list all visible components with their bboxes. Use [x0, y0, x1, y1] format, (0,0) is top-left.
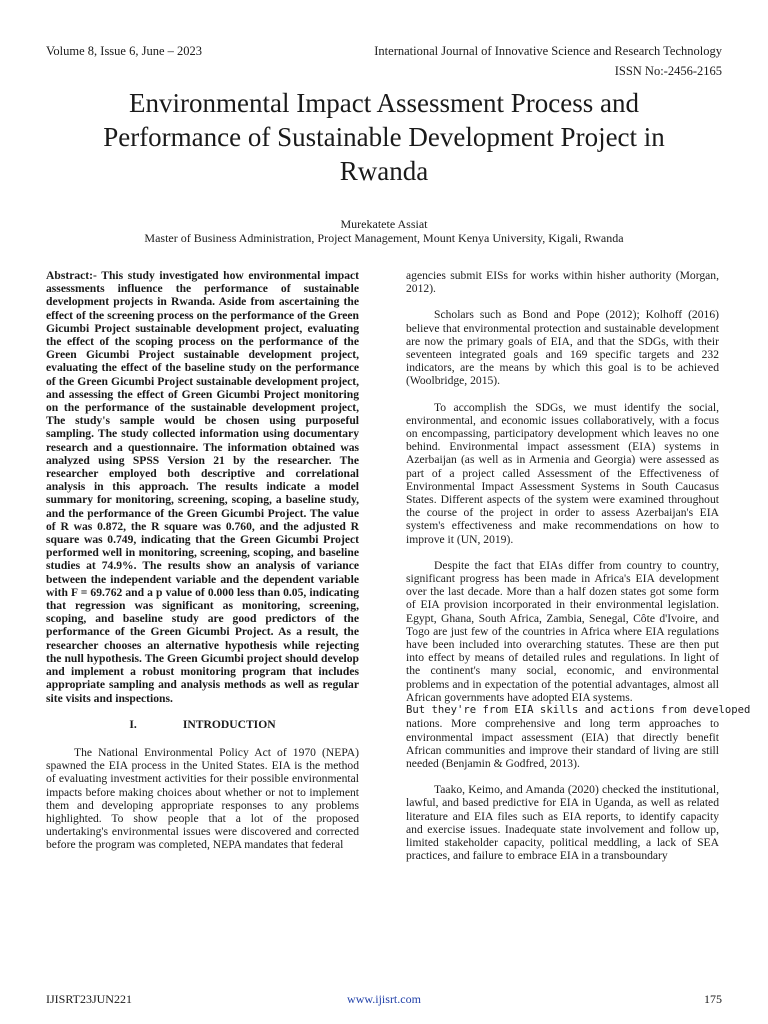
- journal-website-link[interactable]: www.ijisrt.com: [347, 992, 421, 1006]
- volume-issue: Volume 8, Issue 6, June – 2023: [46, 44, 203, 58]
- paragraph-uganda: Taako, Keimo, and Amanda (2020) checked the institutional, lawful, and based predictive for EIA in Uganda, as well as related literature and EIA files such as EIA reports, to identify capacity and exercise issues. Inadequate state involvement and follow up, limited stakeholder capacity, political meddling, a lack of SEA practices, and failure to embrace EIA in a transboundary: [406, 783, 719, 863]
- paragraph-africa-text: Despite the fact that EIAs differ from country to country, significant progress has been made in Africa's EIA development over the last decade. More than a half dozen states got some form of EIA provision incorporated in their environmental legislation. Egypt, Ghana, South Africa, Zambia, Senegal, Côte d'Ivoire, and Togo are just few of the countries in Africa where EIA regulations have been included into overarching statutes. These are then put into effect by means of detailed rules and regulations. In light of the continent's many social, economic, and environmental problems and in expectation of the potential advantages, almost all African governments have adopted EIA systems.: [406, 558, 719, 704]
- issn: ISSN No:-2456-2165: [614, 64, 722, 78]
- section-number: I.: [129, 717, 137, 731]
- paragraph-africa-end: nations. More comprehensive and long term approaches to environmental impact assessment (EIA) that directly benefit African communities and improve their standard of living are still needed (Benjamin & Godfred, 2013).: [406, 717, 719, 770]
- left-column: [46, 269, 359, 852]
- section-heading: [46, 718, 359, 731]
- right-column: [406, 269, 751, 863]
- paragraph-azerbaijan: To accomplish the SDGs, we must identify the social, environmental, and economic issues collaboratively, with a focus on encompassing, participatory development which leaves no one behind. Environmental impact assessment (EIA) systems in Azerbaijan (as well as in Armenia and Georgia) were assessed as part of a project called Assessment of the Effectiveness of Environmental Impact Assessment Systems in South Caucasus States. Different aspects of the system were examined throughout the course of the project in order to assess Azerbaijan's EIA system's effectiveness and make recommendations on how to improve it (UN, 2019).: [406, 400, 719, 546]
- paragraph-sdgs: Scholars such as Bond and Pope (2012); Kolhoff (2016) believe that environmental protection and sustainable development are now the primary goals of EIA, and that the SDGs, with their seventeen integrated goals and 169 specific targets and 232 indicators, are the means by which this goal is to be achieved (Woolbridge, 2015).: [406, 308, 719, 388]
- paragraph-africa: [406, 558, 751, 770]
- abstract: Abstract:- This study investigated how environmental impact assessments influence the performance of sustainable development projects in Rwanda. Aside from ascertaining the effect of the screening process on the performance of the Green Gicumbi Project sustainable development project, evaluating the effect of the scoping process on the performance of the Green Gicumbi Project sustainable development project, evaluating the effect of the baseline study on the performance of the Green Gicumbi Project sustainable development project, and assessing the effect of Green Gicumbi Project monitoring on the performance of the sustainable development project, The study's sample would be chosen using purposeful sampling. The study collected information using documentary research and a questionnaire. The information obtained was analyzed using SPSS Version 21 by the researcher. The researcher employed both descriptive and correlational analysis in this approach. The results indicate a model summary for monitoring, screening, scoping, a baseline study, and the performance of the Green Gicumbi Project. The value of R was 0.872, the R square was 0.760, and the adjusted R square was 0.749, indicating that the Green Gicumbi Project performed well in monitoring, screening, scoping, and baseline studies at 74.9%. The results show an analysis of variance between the independent variable and the dependent variable with F = 69.762 and a p value of 0.000 less than 0.05, indicating that regression was significant as monitoring, screening, scoping, and baseline study are good predictors of the performance of the Green Gicumbi Project. As a result, the researcher chooses an alternative hypothesis while rejecting the null hypothesis. The Green Gicumbi project should develop and implement a robust monitoring program that includes appropriate sampling and analysis methods as well as regular site visits and inspections.: [46, 269, 359, 705]
- intro-paragraph: The National Environmental Policy Act of 1970 (NEPA) spawned the EIA process in the United States. EIA is the method of evaluating investment activities for their possible environmental impacts before making choices about whether or not to implement them and developing appropriate responses to any problems highlighted. To show people that a lot of the proposed undertaking's environmental issues were discovered and corrected before the program was completed, NEPA mandates that federal: [46, 745, 359, 852]
- paper-id: IJISRT23JUN221: [46, 992, 132, 1006]
- paragraph-africa-mono-line: But they're from EIA skills and actions from developed: [406, 704, 751, 717]
- paper-title: Environmental Impact Assessment Process and Performance of Sustainable Development Project in Rwanda: [103, 88, 665, 186]
- journal-name: International Journal of Innovative Science and Research Technology: [374, 44, 722, 58]
- section-title: INTRODUCTION: [182, 717, 276, 731]
- author-name: Murekatete Assiat: [340, 217, 428, 231]
- author-affiliation: Master of Business Administration, Project Management, Mount Kenya University, Kigali, Rwanda: [144, 231, 624, 245]
- page-number: 175: [704, 992, 722, 1006]
- paragraph-continuation: agencies submit EISs for works within hisher authority (Morgan, 2012).: [406, 269, 719, 296]
